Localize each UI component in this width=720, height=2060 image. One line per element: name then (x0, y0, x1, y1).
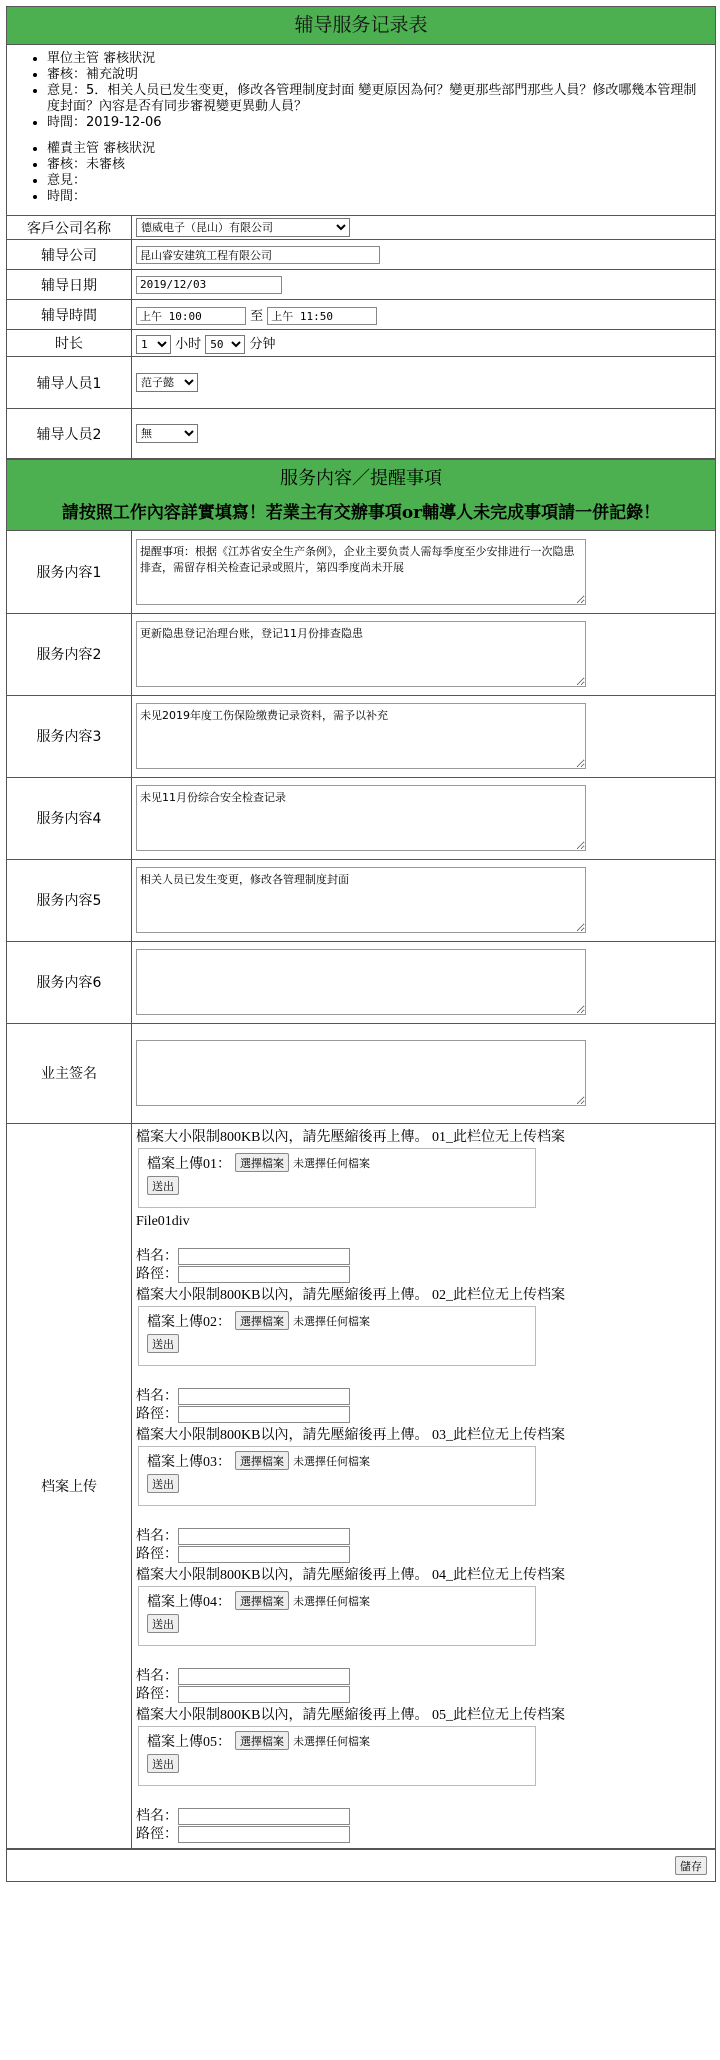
duration-label: 时长 (7, 330, 132, 357)
service-textarea-4[interactable] (136, 785, 586, 851)
staff2-select[interactable] (136, 424, 198, 443)
unit-review-item: • 審核：補充說明 (47, 67, 705, 83)
coach-company-label: 辅导公司 (7, 240, 132, 270)
submit-button-2[interactable]: 送出 (147, 1334, 179, 1353)
choose-file-button-4[interactable]: 選擇檔案 (235, 1591, 289, 1610)
submit-button-3[interactable]: 送出 (147, 1474, 179, 1493)
upload-notice-1: 檔案大小限制800KB以內，請先壓縮後再上傳。 01_此栏位无上传档案 (136, 1129, 565, 1145)
filename-input-5[interactable] (178, 1808, 350, 1825)
upload-label-4: 檔案上傳04： (147, 1594, 231, 1610)
upload-area (132, 1123, 716, 1848)
service-textarea-3[interactable] (136, 703, 586, 769)
path-label: 路徑： (136, 1266, 178, 1282)
minutes-select[interactable] (205, 335, 245, 354)
service-section-header (7, 459, 715, 531)
rights-review-item: • 時間： (47, 189, 705, 205)
unit-review-item: • 單位主管 審核狀況 (47, 51, 705, 67)
filename-label: 档名： (136, 1388, 178, 1404)
section-title: 服务内容／提醒事項 (280, 468, 442, 489)
submit-button-5[interactable]: 送出 (147, 1754, 179, 1773)
time-to-text: 至 (250, 308, 264, 324)
submit-button-1[interactable]: 送出 (147, 1176, 179, 1195)
owner-sign-label: 业主签名 (7, 1023, 132, 1123)
choose-file-button-2[interactable]: 選擇檔案 (235, 1311, 289, 1330)
no-file-text: 未選擇任何檔案 (293, 1314, 370, 1328)
service-textarea-2[interactable] (136, 621, 586, 687)
path-input-2[interactable] (178, 1406, 350, 1423)
service-textarea-5[interactable] (136, 867, 586, 933)
submit-button-4[interactable]: 送出 (147, 1614, 179, 1633)
date-label: 辅导日期 (7, 270, 132, 300)
save-button[interactable]: 儲存 (675, 1856, 707, 1875)
no-file-text: 未選擇任何檔案 (293, 1454, 370, 1468)
upload-fieldset-2 (138, 1306, 536, 1366)
upload-label-5: 檔案上傳05： (147, 1734, 231, 1750)
upload-notice-3: 檔案大小限制800KB以內，請先壓縮後再上傳。 03_此栏位无上传档案 (136, 1427, 565, 1443)
services-table (7, 531, 715, 1849)
unit-review-list (23, 51, 705, 131)
staff1-select[interactable] (136, 373, 198, 392)
service-label-6: 服务内容6 (7, 941, 132, 1023)
service-label-3: 服务内容3 (7, 695, 132, 777)
service-textarea-1[interactable] (136, 539, 586, 605)
path-label: 路徑： (136, 1546, 178, 1562)
path-input-3[interactable] (178, 1546, 350, 1563)
path-input-4[interactable] (178, 1686, 350, 1703)
service-label-4: 服务内容4 (7, 777, 132, 859)
rights-review-item: • 意見： (47, 173, 705, 189)
upload-label-2: 檔案上傳02： (147, 1314, 231, 1330)
filename-input-4[interactable] (178, 1668, 350, 1685)
upload-notice-4: 檔案大小限制800KB以內，請先壓縮後再上傳。 04_此栏位无上传档案 (136, 1567, 565, 1583)
filename-label: 档名： (136, 1668, 178, 1684)
filename-label: 档名： (136, 1248, 178, 1264)
staff2-label: 辅导人员2 (7, 409, 132, 459)
no-file-text: 未選擇任何檔案 (293, 1156, 370, 1170)
hours-select[interactable] (136, 335, 171, 354)
service-label-2: 服务内容2 (7, 613, 132, 695)
record-form (6, 6, 716, 1882)
client-label: 客戶公司名称 (7, 216, 132, 240)
basic-info-table (7, 216, 715, 459)
choose-file-button-3[interactable]: 選擇檔案 (235, 1451, 289, 1470)
upload-fieldset-3 (138, 1446, 536, 1506)
hours-unit: 小时 (175, 336, 202, 352)
rights-review-item: • 審核：未審核 (47, 157, 705, 173)
upload-label-3: 檔案上傳03： (147, 1454, 231, 1470)
upload-fieldset-5 (138, 1726, 536, 1786)
date-input[interactable] (136, 276, 282, 294)
path-input-5[interactable] (178, 1826, 350, 1843)
review-notes (7, 45, 715, 216)
coach-company-input[interactable] (136, 246, 380, 264)
upload-notice-5: 檔案大小限制800KB以內，請先壓縮後再上傳。 05_此栏位无上传档案 (136, 1707, 565, 1723)
client-select[interactable] (136, 218, 350, 237)
path-label: 路徑： (136, 1826, 178, 1842)
unit-review-item: • 時間：2019-12-06 (47, 115, 705, 131)
time-start-input[interactable] (136, 307, 246, 325)
page-title: 辅导服务记录表 (7, 7, 715, 45)
owner-sign-textarea[interactable] (136, 1040, 586, 1106)
path-input-1[interactable] (178, 1266, 350, 1283)
service-label-1: 服务内容1 (7, 531, 132, 613)
service-textarea-6[interactable] (136, 949, 586, 1015)
rights-review-list (23, 141, 705, 205)
section-notice: 請按照工作內容詳實填寫！若業主有交辦事項or輔導人未完成事項請一併記錄！ (61, 503, 661, 523)
minutes-unit: 分钟 (249, 336, 276, 352)
staff1-label: 辅导人员1 (7, 357, 132, 409)
time-end-input[interactable] (267, 307, 377, 325)
filename-input-2[interactable] (178, 1388, 350, 1405)
filename-input-3[interactable] (178, 1528, 350, 1545)
upload-fieldset-1 (138, 1148, 536, 1208)
upload-notice-2: 檔案大小限制800KB以內，請先壓縮後再上傳。 02_此栏位无上传档案 (136, 1287, 565, 1303)
path-label: 路徑： (136, 1406, 178, 1422)
filename-input-1[interactable] (178, 1248, 350, 1265)
choose-file-button-1[interactable]: 選擇檔案 (235, 1153, 289, 1172)
no-file-text: 未選擇任何檔案 (293, 1594, 370, 1608)
filename-label: 档名： (136, 1808, 178, 1824)
time-label: 辅导時間 (7, 300, 132, 330)
file01div-text: File01div (136, 1213, 190, 1229)
upload-label: 档案上传 (7, 1123, 132, 1848)
choose-file-button-5[interactable]: 選擇檔案 (235, 1731, 289, 1750)
filename-label: 档名： (136, 1528, 178, 1544)
upload-fieldset-4 (138, 1586, 536, 1646)
no-file-text: 未選擇任何檔案 (293, 1734, 370, 1748)
unit-review-item: • 意見：5．相关人员已发生变更，修改各管理制度封面 變更原因為何？變更那些部門那些人員？修改哪幾本管理制度封面？內容是否有同步審視變更異動人員？ (47, 83, 705, 115)
upload-label-1: 檔案上傳01： (147, 1156, 231, 1172)
rights-review-item: • 權責主管 審核狀況 (47, 141, 705, 157)
form-footer (7, 1849, 715, 1881)
path-label: 路徑： (136, 1686, 178, 1702)
service-label-5: 服务内容5 (7, 859, 132, 941)
